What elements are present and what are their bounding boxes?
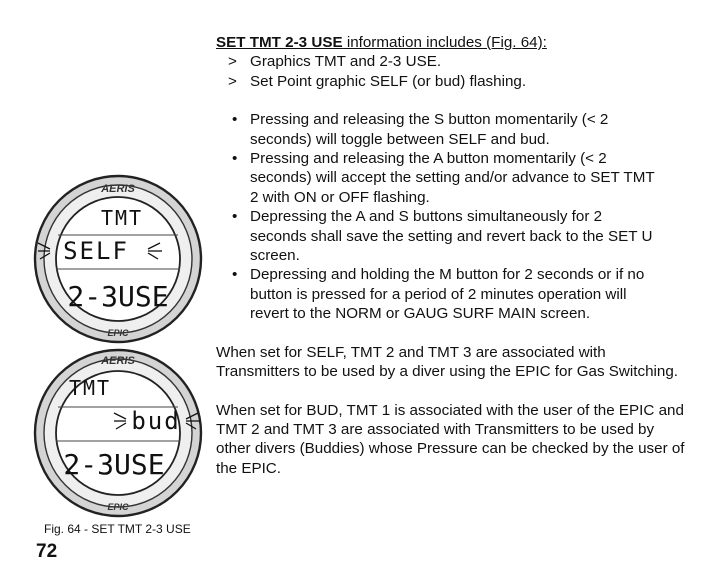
lcd-line-3: 2-3USE — [63, 448, 165, 481]
body-text — [216, 33, 686, 478]
heading-rest: information includes (Fig. 64): — [342, 34, 547, 51]
watch-model: EPIC — [107, 328, 129, 338]
paragraph-self: When set for SELF, TMT 2 and TMT 3 are associated with Transmitters to be used by a diver using the EPIC for Gas Switching. — [216, 343, 679, 381]
figure-caption: Fig. 64 - SET TMT 2-3 USE — [44, 522, 191, 536]
bullet-list — [216, 110, 686, 323]
bullet-marker: • — [232, 150, 238, 168]
list-marker: > — [228, 72, 237, 90]
list-item — [216, 149, 686, 207]
paragraph-bud: When set for BUD, TMT 1 is associated with the user of the EPIC and TMT 2 and TMT 3 are associated with Transmitters to be used by other divers (Buddies) whose Pressure can be checked by the user of the EPIC. — [216, 401, 685, 477]
list-item — [216, 72, 686, 91]
bullet-marker: • — [232, 208, 238, 226]
watch-figure-self — [30, 173, 206, 345]
list-item-text: Graphics TMT and 2-3 USE. — [250, 53, 442, 71]
list-marker: > — [228, 53, 237, 71]
watch-self-drawing — [30, 173, 206, 345]
lcd-line-1: TMT — [68, 376, 112, 400]
lcd-line-2-flashing: bud — [131, 407, 181, 435]
watch-figure-bud — [30, 347, 206, 519]
heading-bold: SET TMT 2-3 USE — [216, 34, 343, 51]
bullet-marker: • — [232, 266, 238, 284]
lcd-line-3: 2-3USE — [67, 280, 169, 313]
section-heading — [216, 33, 686, 52]
list-item-text: Set Point graphic SELF (or bud) flashing. — [250, 72, 527, 90]
watch-brand: AERIS — [101, 183, 135, 195]
list-item-text: Depressing the A and S buttons simultaneously for 2 seconds shall save the setting and revert back to the SET U screen. — [250, 208, 653, 265]
list-item-text: Depressing and holding the M button for 2 seconds or if no button is pressed for a period of 2 minutes operation will revert to the NORM or GAUG SURF MAIN screen. — [250, 266, 645, 323]
watch-model: EPIC — [107, 502, 129, 512]
watch-brand: AERIS — [101, 355, 135, 367]
list-item-text: Pressing and releasing the A button momentarily (< 2 seconds) will accept the setting and/or advance to SET TMT 2 with ON or OFF flashing. — [250, 150, 655, 206]
page-number: 72 — [36, 541, 58, 562]
bullet-marker: • — [232, 111, 238, 129]
list-item — [216, 110, 686, 149]
lcd-line-2-flashing: SELF — [63, 237, 129, 265]
lcd-line-1: TMT — [100, 206, 144, 230]
graphics-list — [216, 52, 686, 91]
list-item — [216, 52, 686, 71]
list-item-text: Pressing and releasing the S button momentarily (< 2 seconds) will toggle between SELF and bud. — [250, 111, 609, 148]
list-item — [216, 265, 686, 323]
watch-bud-drawing — [30, 347, 206, 519]
list-item — [216, 207, 686, 265]
